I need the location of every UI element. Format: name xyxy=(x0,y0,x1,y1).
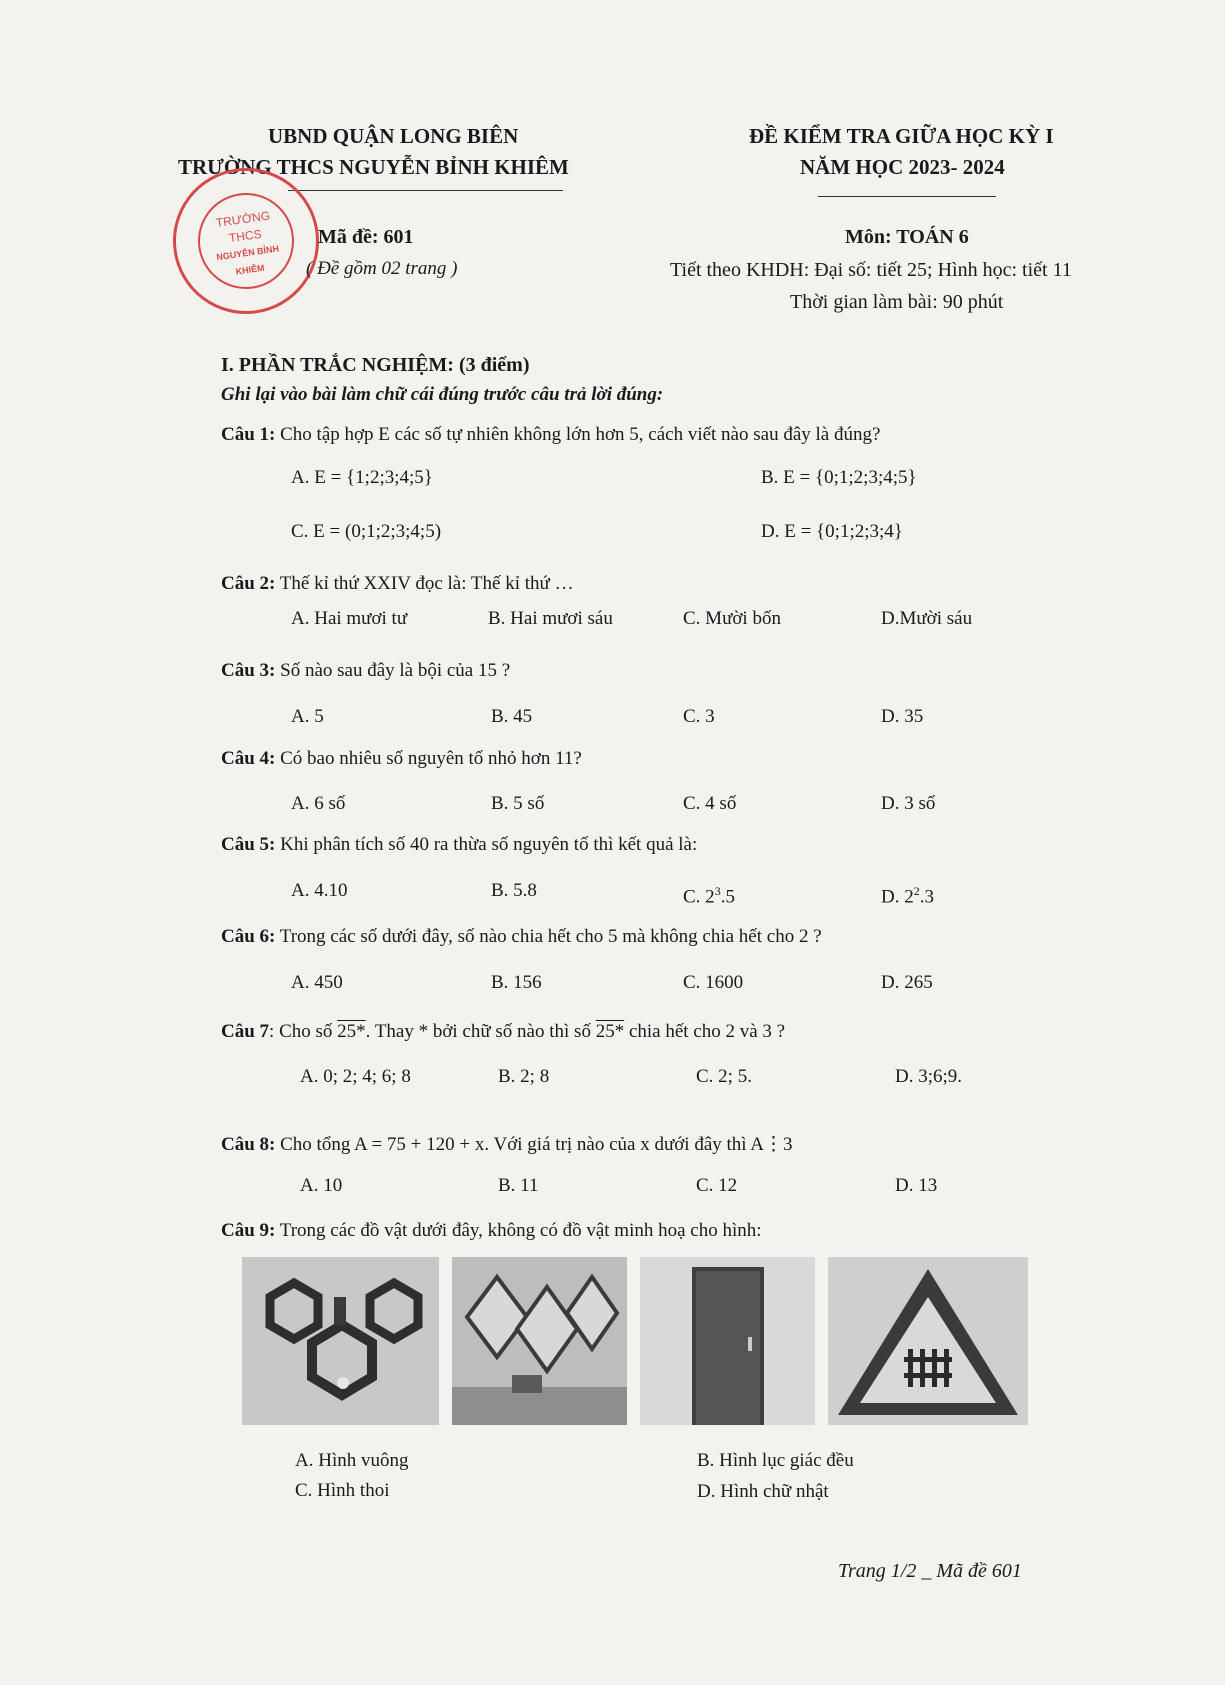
q6-option-c: C. 1600 xyxy=(683,972,744,993)
question-text: Trong các số dưới đây, số nào chia hết cho 5 mà không chia hết cho 2 ? xyxy=(279,926,822,947)
q9-option-d: D. Hình chữ nhật xyxy=(697,1481,829,1502)
q2-option-a: A. Hai mươi tư xyxy=(291,608,408,629)
question-text: Cho tổng A = 75 + 120 + x. Với giá trị nào của x dưới đây thì A⋮3 xyxy=(280,1134,793,1155)
exam-code: Mã đề: 601 xyxy=(318,226,414,248)
question-text: Thế kỉ thứ XXIV đọc là: Thế kỉ thứ … xyxy=(279,573,574,594)
q9-option-b: B. Hình lục giác đều xyxy=(697,1450,854,1471)
periods: Tiết theo KHDH: Đại số: tiết 25; Hình học: tiết 11 xyxy=(670,259,1072,281)
question-label: Câu 9: xyxy=(221,1220,276,1241)
q7-option-c: C. 2; 5. xyxy=(696,1066,752,1087)
q2-option-b: B. Hai mươi sáu xyxy=(488,608,613,629)
option-exponent: 2 xyxy=(913,884,920,898)
question-label: Câu 4: xyxy=(221,748,276,769)
q3-option-b: B. 45 xyxy=(491,706,533,727)
question-text-part1: : Cho số xyxy=(269,1021,338,1042)
page-footer: Trang 1/2 _ Mã đề 601 xyxy=(838,1560,1022,1582)
q1-option-d: D. E = {0;1;2;3;4} xyxy=(761,521,903,542)
hexagon-shelves-photo xyxy=(242,1257,439,1425)
header-right-rule xyxy=(818,196,996,197)
question-label: Câu 1: xyxy=(221,424,276,445)
q1-option-a: A. E = {1;2;3;4;5} xyxy=(291,467,433,488)
q3-option-d: D. 35 xyxy=(881,706,924,727)
diamond-mirrors-photo xyxy=(452,1257,627,1425)
question-text: Khi phân tích số 40 ra thừa số nguyên tố thì kết quả là: xyxy=(280,834,698,855)
q5-option-c xyxy=(683,884,735,908)
q3-option-a: A. 5 xyxy=(291,706,324,727)
question-label: Câu 8: xyxy=(221,1134,276,1155)
q7-option-a: A. 0; 2; 4; 6; 8 xyxy=(300,1066,411,1087)
q8-option-a: A. 10 xyxy=(300,1175,343,1196)
section-title: I. PHẦN TRẮC NGHIỆM: (3 điểm) xyxy=(221,354,530,376)
subject: Môn: TOÁN 6 xyxy=(845,226,969,248)
header-left-rule xyxy=(288,190,563,191)
exam-title: ĐỀ KIỂM TRA GIỮA HỌC KỲ I xyxy=(749,124,1054,148)
q6-option-b: B. 156 xyxy=(491,972,542,993)
section-instruction: Ghi lại vào bài làm chữ cái đúng trước câu trả lời đúng: xyxy=(221,384,664,405)
question-label: Câu 2: xyxy=(221,573,276,594)
question-9 xyxy=(221,1220,762,1242)
q8-option-c: C. 12 xyxy=(696,1175,738,1196)
q9-option-a: A. Hình vuông xyxy=(295,1450,409,1471)
question-text-part3: chia hết cho 2 và 3 ? xyxy=(624,1021,786,1042)
duration: Thời gian làm bài: 90 phút xyxy=(790,291,1004,313)
overlined-number: 25* xyxy=(595,1021,625,1042)
q3-option-c: C. 3 xyxy=(683,706,715,727)
stamp-line3: NGUYỄN BỈNH KHIÊM xyxy=(215,243,280,277)
question-2 xyxy=(221,573,574,595)
overlined-number: 25* xyxy=(337,1021,366,1042)
district-name: UBND QUẬN LONG BIÊN xyxy=(268,124,519,148)
triangle-sign-photo xyxy=(828,1257,1028,1425)
q8-option-d: D. 13 xyxy=(895,1175,938,1196)
q8-option-b: B. 11 xyxy=(498,1175,539,1196)
option-rest: .5 xyxy=(720,886,735,908)
question-text: Cho tập hợp E các số tự nhiên không lớn hơn 5, cách viết nào sau đây là đúng? xyxy=(280,424,881,445)
school-year: NĂM HỌC 2023- 2024 xyxy=(800,155,1005,179)
q1-option-c: C. E = (0;1;2;3;4;5) xyxy=(291,521,442,542)
school-name: TRƯỜNG THCS NGUYỄN BỈNH KHIÊM xyxy=(178,155,569,179)
question-7 xyxy=(221,1021,785,1043)
door-photo xyxy=(640,1257,815,1425)
question-6 xyxy=(221,926,822,948)
q4-option-c: C. 4 số xyxy=(683,793,737,814)
q5-option-a: A. 4.10 xyxy=(291,880,348,901)
q6-option-a: A. 450 xyxy=(291,972,343,993)
question-label: Câu 7 xyxy=(221,1021,270,1042)
q1-option-b: B. E = {0;1;2;3;4;5} xyxy=(761,467,917,488)
question-text: Số nào sau đây là bội của 15 ? xyxy=(280,660,511,681)
q5-option-b: B. 5.8 xyxy=(491,880,537,901)
q2-option-d: D.Mười sáu xyxy=(881,608,973,629)
question-1 xyxy=(221,424,880,446)
q6-option-d: D. 265 xyxy=(881,972,933,993)
q4-option-d: D. 3 số xyxy=(881,793,936,814)
question-8 xyxy=(221,1133,793,1156)
q9-option-c: C. Hình thoi xyxy=(295,1480,390,1501)
pages-note: ( Đề gồm 02 trang ) xyxy=(306,258,458,279)
question-4 xyxy=(221,748,582,770)
option-exponent: 3 xyxy=(714,884,721,898)
option-rest: .3 xyxy=(919,886,934,908)
option-base: C. 2 xyxy=(683,886,715,908)
stamp-line1: TRƯỜNG xyxy=(214,208,271,230)
option-base: D. 2 xyxy=(881,886,914,908)
q7-option-b: B. 2; 8 xyxy=(498,1066,550,1087)
school-stamp xyxy=(164,159,329,324)
question-5 xyxy=(221,834,697,856)
question-label: Câu 5: xyxy=(221,834,276,855)
question-label: Câu 3: xyxy=(221,660,276,681)
q5-option-d xyxy=(881,884,934,908)
q7-option-d: D. 3;6;9. xyxy=(895,1066,963,1087)
q2-option-c: C. Mười bốn xyxy=(683,608,781,629)
question-3 xyxy=(221,660,510,682)
question-text-part2: . Thay * bởi chữ số nào thì số xyxy=(365,1021,596,1042)
question-text: Trong các đồ vật dưới đây, không có đồ vật minh hoạ cho hình: xyxy=(279,1220,762,1241)
q4-option-b: B. 5 số xyxy=(491,793,545,814)
question-text: Có bao nhiêu số nguyên tố nhỏ hơn 11? xyxy=(280,748,582,769)
question-label: Câu 6: xyxy=(221,926,276,947)
stamp-line2: THCS xyxy=(228,226,263,246)
q4-option-a: A. 6 số xyxy=(291,793,346,814)
